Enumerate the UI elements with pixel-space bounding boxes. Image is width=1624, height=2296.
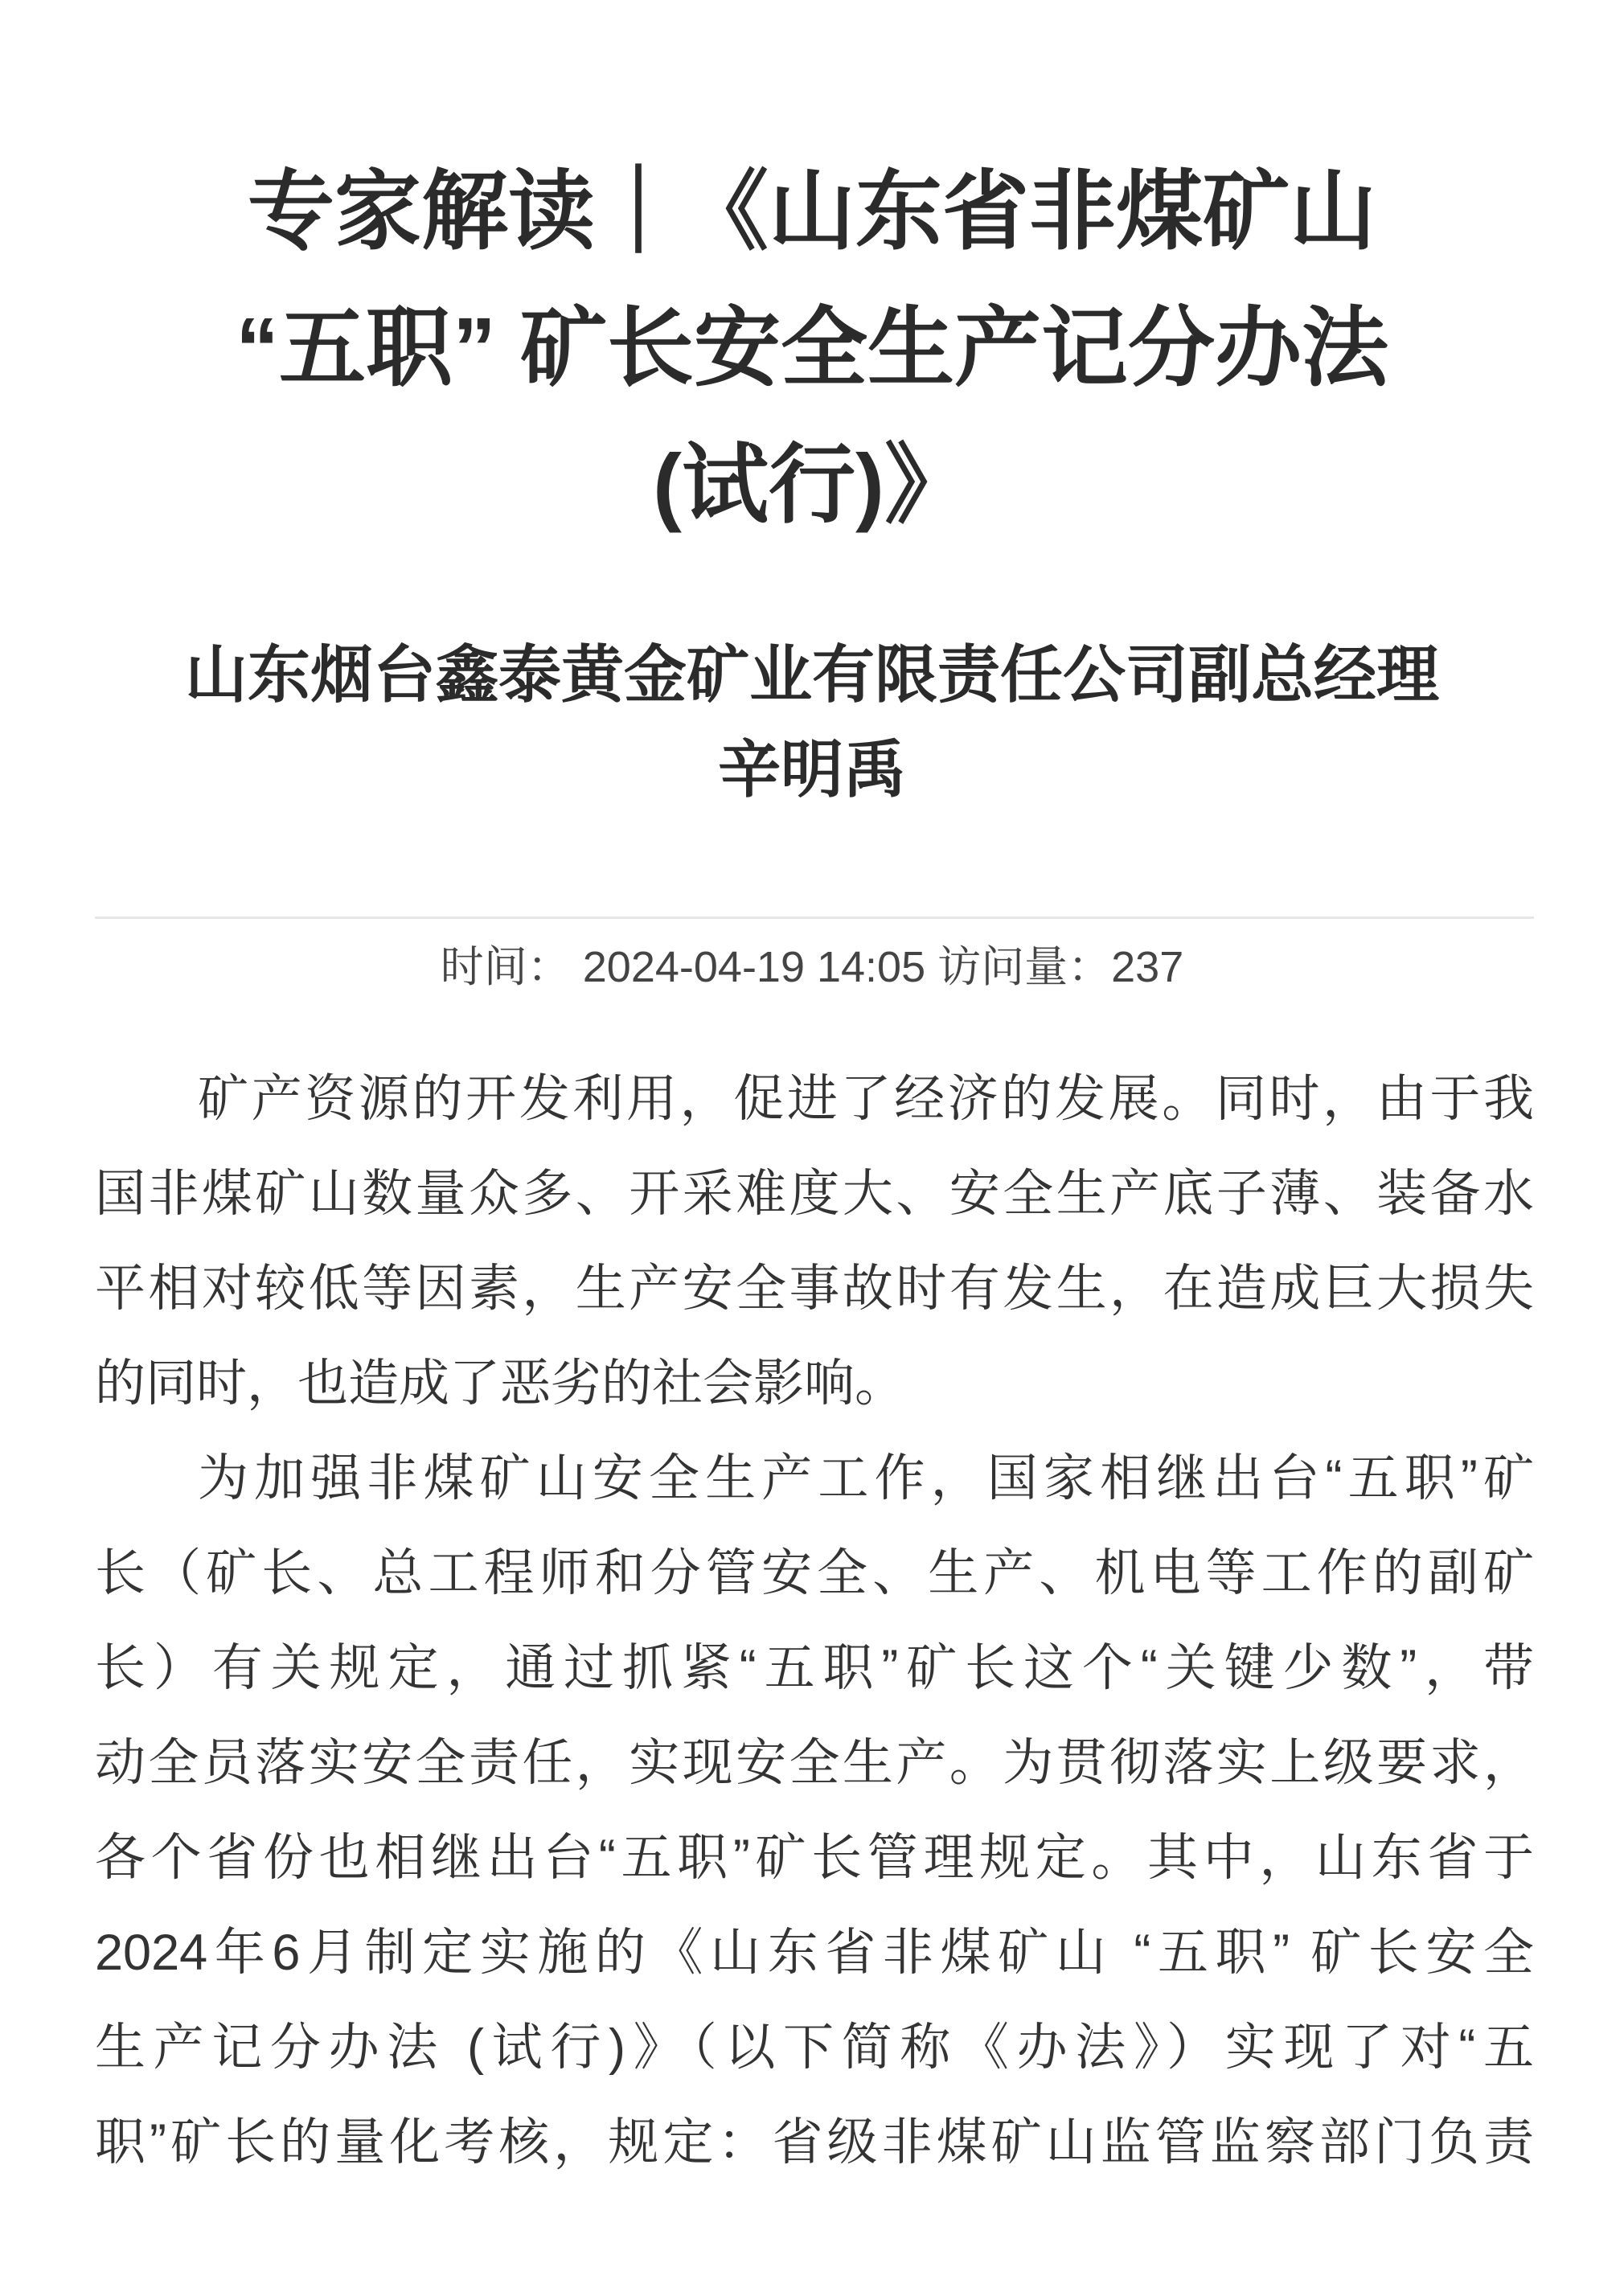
title-line: 专家解读｜《山东省非煤矿山 (247, 162, 1376, 260)
text-line: 长（矿长、总工程师和分管安全、生产、机电等工作的副矿 (95, 1545, 1534, 1601)
title-line: “五职” 矿长安全生产记分办法 (235, 299, 1388, 396)
article-body (95, 1052, 1534, 2190)
paragraph (95, 1052, 1534, 1431)
text-line: 动全员落实安全责任，实现安全生产。为贯彻落实上级要求， (95, 1735, 1534, 1791)
text-line: 各个省份也相继出台“五职”矿长管理规定。其中，山东省于 (95, 1830, 1534, 1886)
publish-time: 2024-04-19 14:05 (582, 943, 926, 991)
title-line: (试行)》 (653, 436, 971, 533)
article-author (80, 627, 1544, 817)
text-line: 职”矿长的量化考核，规定：省级非煤矿山监管监察部门负责 (95, 2114, 1534, 2171)
text-line: 为加强非煤矿山安全生产工作，国家相继出台“五职”矿 (198, 1450, 1534, 1507)
time-label: 时间： (440, 943, 571, 991)
text-line: 长）有关规定，通过抓紧“五职”矿长这个“关键少数”，带 (95, 1640, 1534, 1696)
text-line: 2024年6月制定实施的《山东省非煤矿山 “五职” 矿长安全 (95, 1925, 1534, 1981)
text-line: 矿产资源的开发利用，促进了经济的发展。同时，由于我 (198, 1071, 1534, 1127)
divider (95, 916, 1534, 919)
text-line: 平相对较低等因素，生产安全事故时有发生，在造成巨大损失 (95, 1261, 1534, 1317)
article-meta (80, 939, 1544, 995)
text-line: 国非煤矿山数量众多、开采难度大、安全生产底子薄、装备水 (95, 1166, 1534, 1222)
author-line: 山东烟台鑫泰黄金矿业有限责任公司副总经理 (184, 639, 1439, 710)
paragraph (95, 1431, 1534, 2190)
author-line: 辛明禹 (717, 734, 906, 805)
views-count: 237 (1111, 943, 1184, 991)
views-label: 访问量： (937, 943, 1112, 991)
text-line: 生产记分办法 (试行)》（以下简称《办法》）实现了对“五 (95, 2019, 1534, 2076)
text-line: 的同时，也造成了恶劣的社会影响。 (95, 1355, 905, 1412)
article-title (80, 143, 1544, 553)
